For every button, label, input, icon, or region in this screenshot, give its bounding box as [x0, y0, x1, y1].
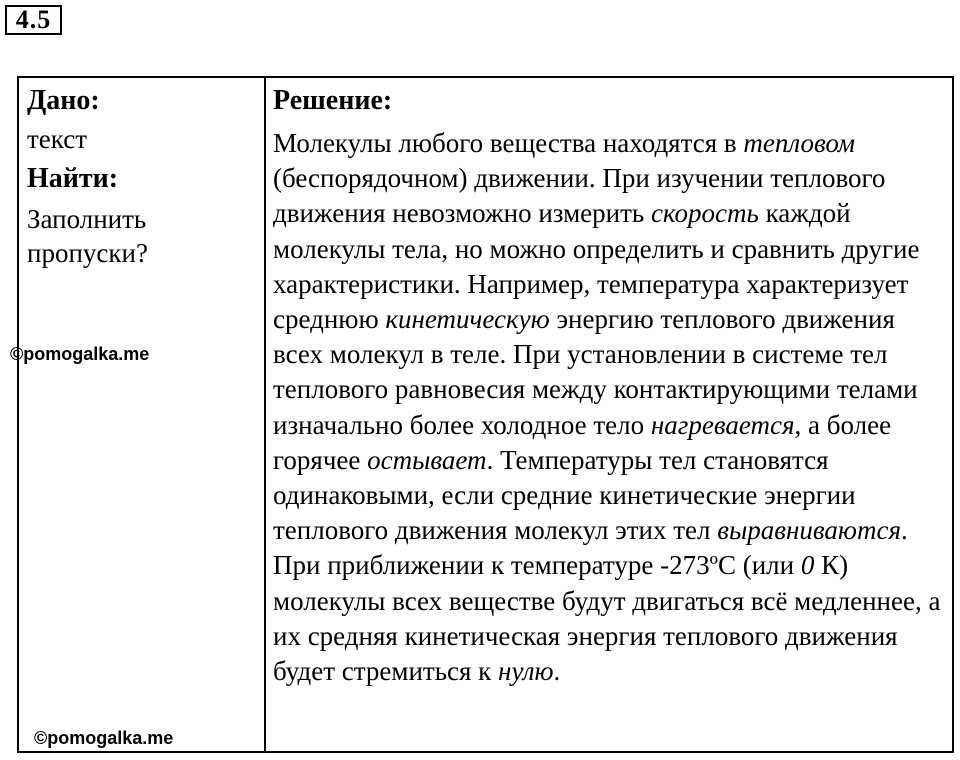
solution-answer-word: тепловом: [743, 128, 856, 158]
solution-text-segment: .: [553, 656, 561, 687]
solution-column: [273, 84, 949, 689]
solution-answer-word: кинетическую: [385, 304, 550, 335]
solution-answer-word: выравниваются: [717, 515, 901, 546]
solution-text-segment: (беспорядочном) движении. При изучении теплового движения невозможно измерить: [273, 163, 886, 229]
solution-text-segment: . При приближении к температуре -273ºС (или: [273, 515, 908, 581]
find-value: Заполнить пропуски?: [27, 204, 148, 268]
solution-text: [273, 126, 949, 689]
solution-text-segment: , а более горячее: [273, 409, 892, 475]
solution-text-segment: К) молекулы всех веществе будут двигаться всё медленнее, а их средняя кинетическая энергия теплового движения будет стремиться к: [273, 550, 941, 687]
solution-table: [17, 76, 954, 753]
given-value: текст: [27, 124, 88, 154]
solution-text-segment: . Температуры тел становятся одинаковыми, если средние кинетические энергии теплового движения молекул этих тел: [273, 444, 856, 546]
solution-answer-word: нулю: [498, 656, 554, 687]
watermark: ©pomogalka.me: [34, 728, 174, 748]
solution-answer-word: нагревается: [650, 409, 795, 440]
find-heading: Найти:: [27, 163, 119, 194]
given-column: [27, 84, 257, 270]
solution-text-segment: Молекулы любого вещества находятся в: [273, 128, 744, 158]
column-divider: [264, 78, 266, 751]
task-number: 4.5: [5, 5, 62, 35]
solution-answer-word: 0: [800, 550, 815, 581]
watermark: ©pomogalka.me: [10, 344, 150, 364]
solution-answer-word: скорость: [650, 198, 759, 229]
solution-text-segment: каждой молекулы тела, но можно определить и сравнить другие характеристики. Например, температура характеризует среднюю: [273, 198, 920, 335]
solution-text-segment: энергию теплового движения всех молекул в теле. При установлении в системе тел теплового равновесия между контактирующими телами изначально более холодное тело: [273, 304, 918, 440]
solution-heading: Решение:: [273, 85, 393, 116]
solution-answer-word: остывает: [367, 444, 487, 475]
given-heading: Дано:: [27, 85, 100, 116]
